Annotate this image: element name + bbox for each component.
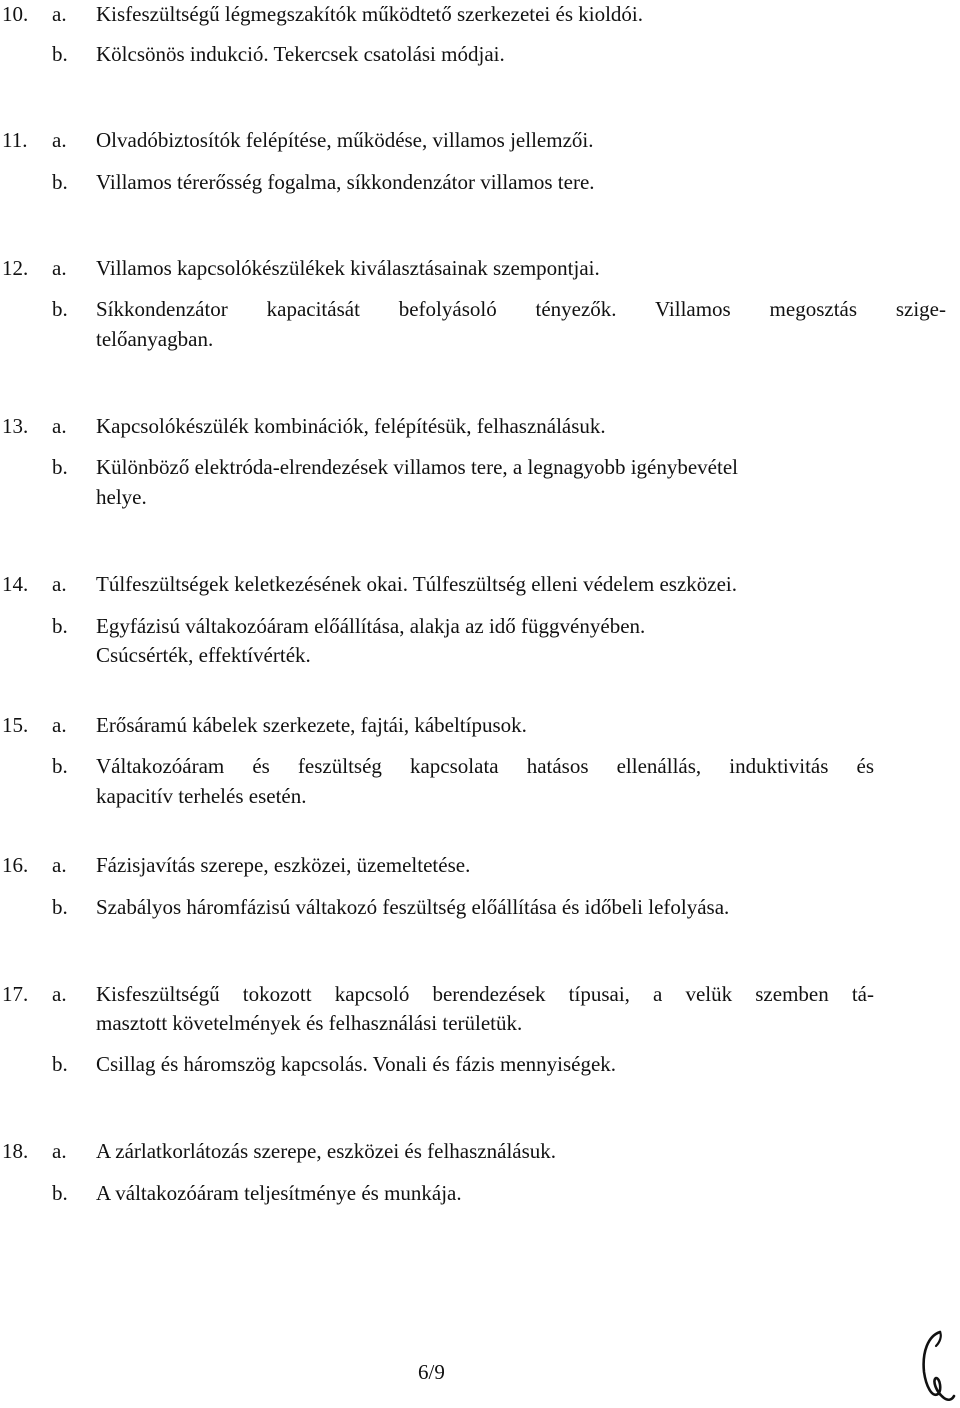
item-part-letter: a. — [52, 2, 67, 26]
item-part-letter: b. — [52, 455, 68, 479]
item-number: 15. — [2, 713, 29, 737]
item-number: 14. — [2, 572, 29, 596]
item-part-text: Síkkondenzátor kapacitását befolyásoló tényezők. Villamos megosztás szige- — [96, 297, 946, 321]
item-part-letter: a. — [52, 1139, 67, 1163]
page-number: 6/9 — [418, 1360, 445, 1384]
item-part-letter: b. — [52, 1181, 68, 1205]
item-part-text: Kisfeszültségű tokozott kapcsoló berendezések típusai, a velük szemben tá- — [96, 982, 874, 1006]
item-part-text: A zárlatkorlátozás szerepe, eszközei és felhasználásuk. — [96, 1139, 557, 1163]
item-part-text: Váltakozóáram és feszültség kapcsolata hatásos ellenállás, induktivitás és — [96, 754, 874, 778]
item-part-text: Olvadóbiztosítók felépítése, működése, villamos jellemzői. — [96, 128, 594, 152]
item-part-text: Kapcsolókészülék kombinációk, felépítésük, felhasználásuk. — [96, 414, 606, 438]
item-part-text: Csillag és háromszög kapcsolás. Vonali és fázis mennyiségek. — [96, 1052, 617, 1076]
item-part-letter: a. — [52, 128, 67, 152]
item-number: 18. — [2, 1139, 29, 1163]
item-part-text: A váltakozóáram teljesítménye és munkája. — [96, 1181, 462, 1205]
item-number: 13. — [2, 414, 29, 438]
item-part-letter: b. — [52, 1052, 68, 1076]
item-number: 10. — [2, 2, 29, 26]
item-number: 16. — [2, 853, 29, 877]
item-part-letter: b. — [52, 170, 68, 194]
item-part-letter: a. — [52, 853, 67, 877]
item-part-text: telőanyagban. — [96, 327, 214, 351]
item-number: 11. — [2, 128, 28, 152]
item-part-text: Kisfeszültségű légmegszakítók működtető szerkezetei és kioldói. — [96, 2, 644, 26]
item-part-text: Túlfeszültségek keletkezésének okai. Túlfeszültség elleni védelem eszközei. — [96, 572, 738, 596]
item-part-text: Villamos térerősség fogalma, síkkondenzátor villamos tere. — [96, 170, 595, 194]
item-part-letter: b. — [52, 895, 68, 919]
item-part-text: Egyfázisú váltakozóáram előállítása, alakja az idő függvényében. — [96, 614, 646, 638]
item-part-letter: b. — [52, 42, 68, 66]
item-part-letter: b. — [52, 297, 68, 321]
item-part-letter: a. — [52, 713, 67, 737]
item-part-letter: a. — [52, 572, 67, 596]
item-part-text: Szabályos háromfázisú váltakozó feszültség előállítása és időbeli lefolyása. — [96, 895, 730, 919]
item-part-text: helye. — [96, 485, 147, 509]
item-part-letter: b. — [52, 614, 68, 638]
item-part-letter: a. — [52, 982, 67, 1006]
item-part-text: Erősáramú kábelek szerkezete, fajtái, kábeltípusok. — [96, 713, 527, 737]
item-part-text: Kölcsönös indukció. Tekercsek csatolási módjai. — [96, 42, 505, 66]
item-part-letter: a. — [52, 414, 67, 438]
handwritten-signature — [918, 1328, 956, 1404]
item-number: 17. — [2, 982, 29, 1006]
item-number: 12. — [2, 256, 29, 280]
item-part-text: Különböző elektróda-elrendezések villamos tere, a legnagyobb igénybevétel — [96, 455, 738, 479]
item-part-letter: b. — [52, 754, 68, 778]
item-part-text: Csúcsérték, effektívérték. — [96, 643, 311, 667]
item-part-text: Villamos kapcsolókészülékek kiválasztásainak szempontjai. — [96, 256, 600, 280]
item-part-letter: a. — [52, 256, 67, 280]
item-part-text: Fázisjavítás szerepe, eszközei, üzemeltetése. — [96, 853, 471, 877]
item-part-text: masztott követelmények és felhasználási területük. — [96, 1011, 523, 1035]
item-part-text: kapacitív terhelés esetén. — [96, 784, 307, 808]
